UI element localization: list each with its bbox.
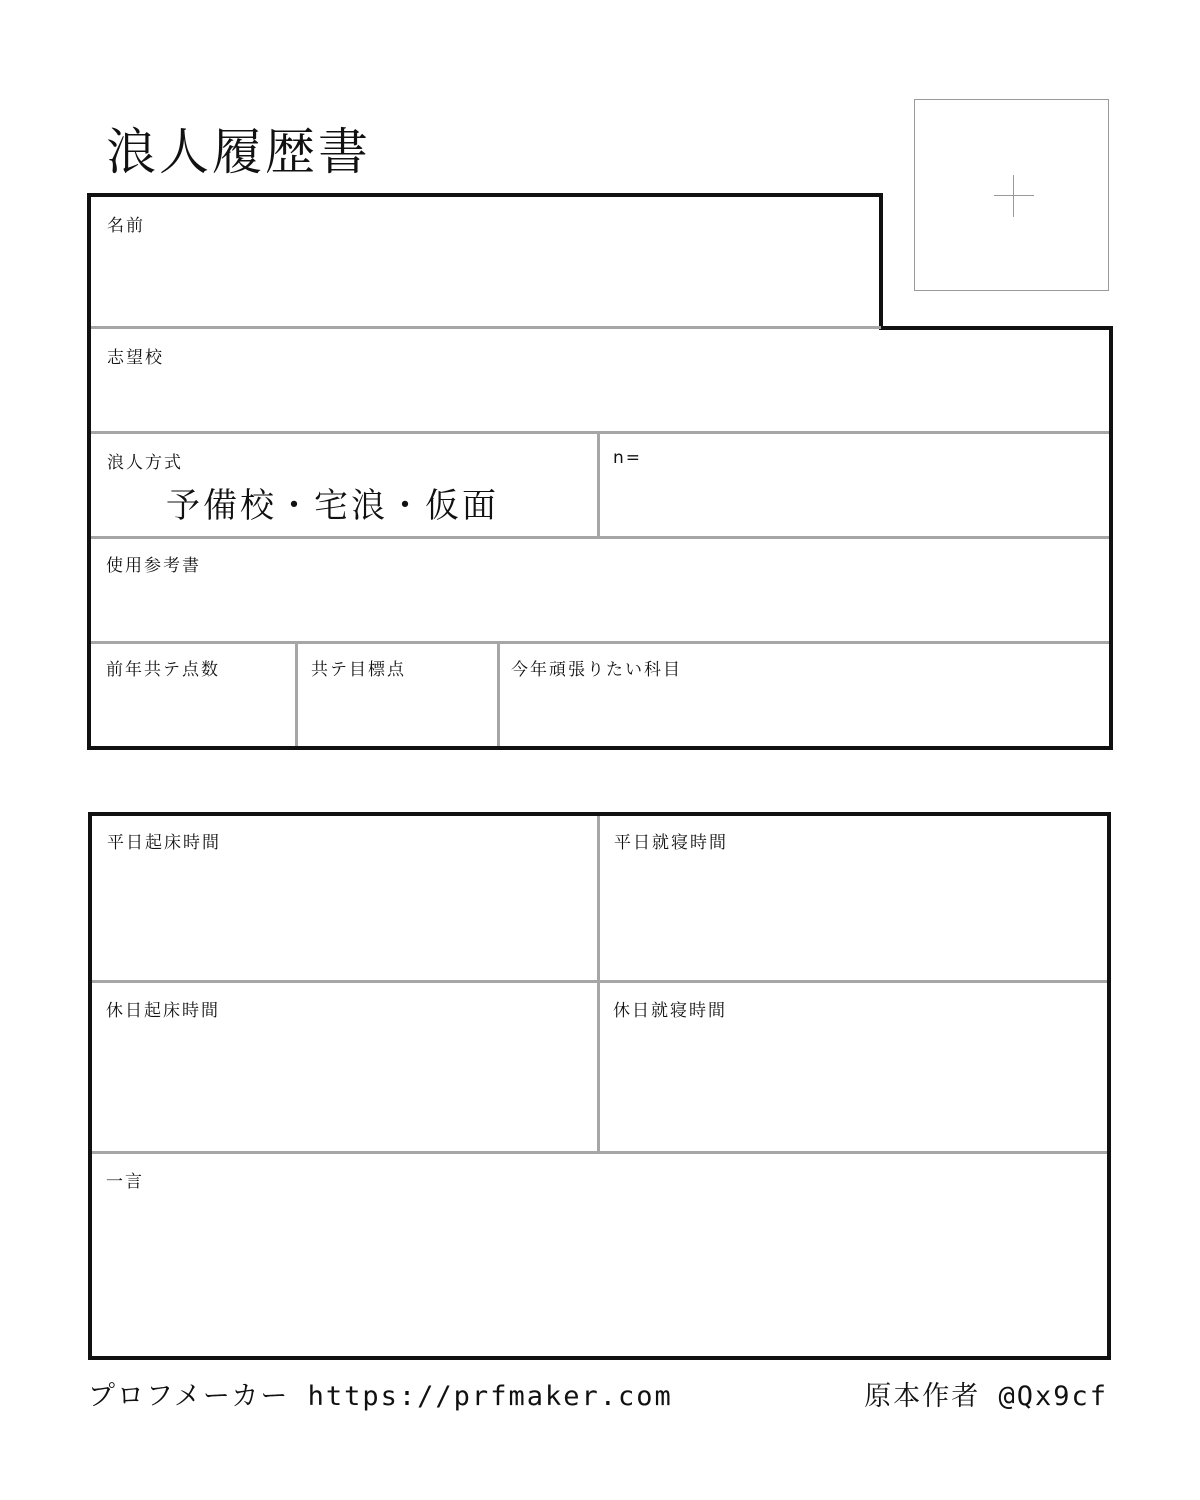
holiday-sleep-field[interactable] (600, 983, 1107, 1151)
n-field[interactable] (600, 434, 1109, 536)
photo-upload-box[interactable] (914, 99, 1109, 291)
name-field[interactable] (91, 197, 879, 326)
target-score-field[interactable] (298, 644, 497, 746)
reference-books-field[interactable] (91, 539, 1109, 641)
prev-score-field[interactable] (91, 644, 295, 746)
maker-credit: プロフメーカー https://prfmaker.com (88, 1381, 673, 1412)
comment-label: 一言 (106, 1172, 144, 1192)
holiday-wake-label: 休日起床時間 (106, 1001, 220, 1021)
n-label: n= (613, 448, 643, 468)
reference-books-label: 使用参考書 (106, 556, 201, 576)
weekday-wake-label: 平日起床時間 (107, 833, 221, 853)
weekday-wake-field[interactable] (92, 816, 597, 980)
prev-score-label: 前年共テ点数 (106, 660, 220, 680)
holiday-sleep-label: 休日就寝時間 (613, 1001, 727, 1021)
page-title: 浪人履歴書 (106, 123, 371, 181)
target-school-field[interactable] (91, 329, 1109, 431)
target-school-label: 志望校 (107, 348, 164, 368)
target-score-label: 共テ目標点 (311, 660, 406, 680)
ronin-method-field[interactable] (91, 434, 597, 536)
name-label: 名前 (107, 216, 145, 236)
weekday-sleep-label: 平日就寝時間 (614, 833, 728, 853)
comment-field[interactable] (92, 1154, 1107, 1356)
ronin-method-options: 予備校・宅浪・仮面 (166, 486, 499, 526)
focus-subject-label: 今年頑張りたい科目 (511, 660, 682, 680)
holiday-wake-field[interactable] (92, 983, 597, 1151)
author-credit: 原本作者 @Qx9cf (864, 1381, 1108, 1412)
weekday-sleep-field[interactable] (600, 816, 1107, 980)
ronin-method-label: 浪人方式 (107, 453, 183, 473)
focus-subject-field[interactable] (500, 644, 1109, 746)
